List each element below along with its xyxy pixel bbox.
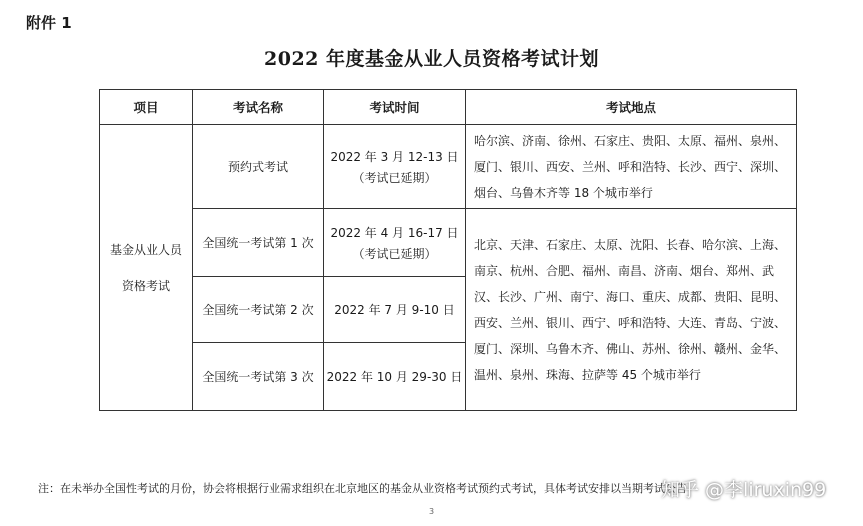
header-exam-time: 考试时间 xyxy=(324,90,466,125)
exam-plan-table xyxy=(99,89,797,411)
project-line-1: 基金从业人员 xyxy=(109,242,182,257)
document-title: 2022 年度基金从业人员资格考试计划 xyxy=(264,48,599,70)
exam-time-note: （考试已延期） xyxy=(352,170,437,185)
page-number: 3 xyxy=(428,507,435,516)
exam-location-cell: 北京、天津、石家庄、太原、沈阳、长春、哈尔滨、上海、南京、杭州、合肥、福州、南昌、济南、烟台、郑州、武汉、长沙、广州、南宁、海口、重庆、成都、贵阳、昆明、西安、兰州、银川、西宁、呼和浩特、大连、青岛、宁波、厦门、深圳、乌鲁木齐、佛山、苏州、徐州、赣州、金华、温州、泉州、珠海、拉萨等 45 个城市举行 xyxy=(466,209,797,411)
exam-time-cell xyxy=(324,125,466,209)
table-header-row xyxy=(100,90,797,125)
exam-time: 2022 年 3 月 12-13 日 xyxy=(330,149,459,164)
exam-time: 2022 年 10 月 29-30 日 xyxy=(326,370,463,384)
footnote: 注：在未举办全国性考试的月份，协会将根据行业需求组织在北京地区的基金从业资格考试预约式考试，具体考试安排以当期考试公告 xyxy=(38,482,687,495)
exam-time: 2022 年 7 月 9-10 日 xyxy=(334,303,455,317)
table-row xyxy=(100,209,797,277)
exam-location-cell: 哈尔滨、济南、徐州、石家庄、贵阳、太原、福州、泉州、厦门、银川、西安、兰州、呼和浩特、长沙、西宁、深圳、烟台、乌鲁木齐等 18 个城市举行 xyxy=(466,125,797,209)
exam-time-cell xyxy=(324,209,466,277)
exam-name-cell: 全国统一考试第 3 次 xyxy=(193,343,324,411)
header-exam-name: 考试名称 xyxy=(193,90,324,125)
exam-time-note: （考试已延期） xyxy=(352,246,437,261)
project-line-2: 资格考试 xyxy=(121,278,170,293)
exam-name-cell: 全国统一考试第 1 次 xyxy=(193,209,324,277)
attachment-label: 附件 1 xyxy=(26,14,72,32)
project-cell xyxy=(100,125,193,411)
table-row xyxy=(100,125,797,209)
header-exam-location: 考试地点 xyxy=(466,90,797,125)
watermark: 知乎 @李liruxin99 xyxy=(661,479,827,501)
exam-time-cell xyxy=(324,343,466,411)
exam-time-cell xyxy=(324,277,466,343)
exam-name-cell: 预约式考试 xyxy=(193,125,324,209)
header-project: 项目 xyxy=(100,90,193,125)
exam-time: 2022 年 4 月 16-17 日 xyxy=(330,225,459,240)
exam-name-cell: 全国统一考试第 2 次 xyxy=(193,277,324,343)
